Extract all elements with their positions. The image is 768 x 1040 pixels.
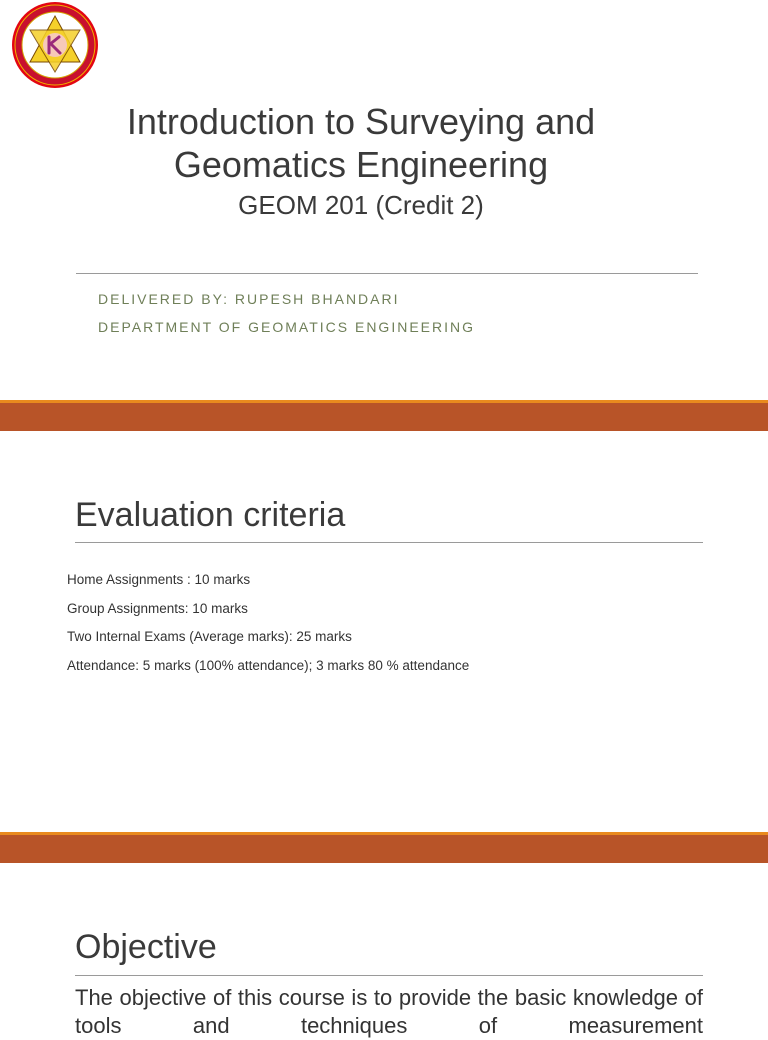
divider <box>76 273 698 274</box>
divider <box>75 542 703 543</box>
list-item: Home Assignments : 10 marks <box>67 572 251 587</box>
presenter-name: DELIVERED BY: RUPESH BHANDARI <box>98 291 400 307</box>
list-item: Two Internal Exams (Average marks): 25 marks <box>67 629 352 645</box>
slide-heading-objective: Objective <box>75 928 217 966</box>
slide-heading-evaluation: Evaluation criteria <box>75 496 346 534</box>
list-item: Group Assignments: 10 marks <box>67 600 248 616</box>
slide-separator <box>0 400 768 431</box>
objective-text: The objective of this course is to provide the basic knowledge of tools and techniques of measurement <box>75 985 703 1038</box>
evaluation-list <box>67 566 469 680</box>
slide-separator <box>0 832 768 863</box>
list-item: Attendance: 5 marks (100% attendance); 3 marks 80 % attendance <box>67 657 470 673</box>
department-name: DEPARTMENT OF GEOMATICS ENGINEERING <box>98 319 475 335</box>
title-line-2: Geomatics Engineering <box>173 144 549 185</box>
course-code: GEOM 201 (Credit 2) <box>238 190 484 220</box>
divider <box>75 975 703 976</box>
presentation-title <box>0 100 722 186</box>
title-line-1: Introduction to Surveying and <box>126 101 596 142</box>
university-emblem-icon <box>10 0 100 90</box>
